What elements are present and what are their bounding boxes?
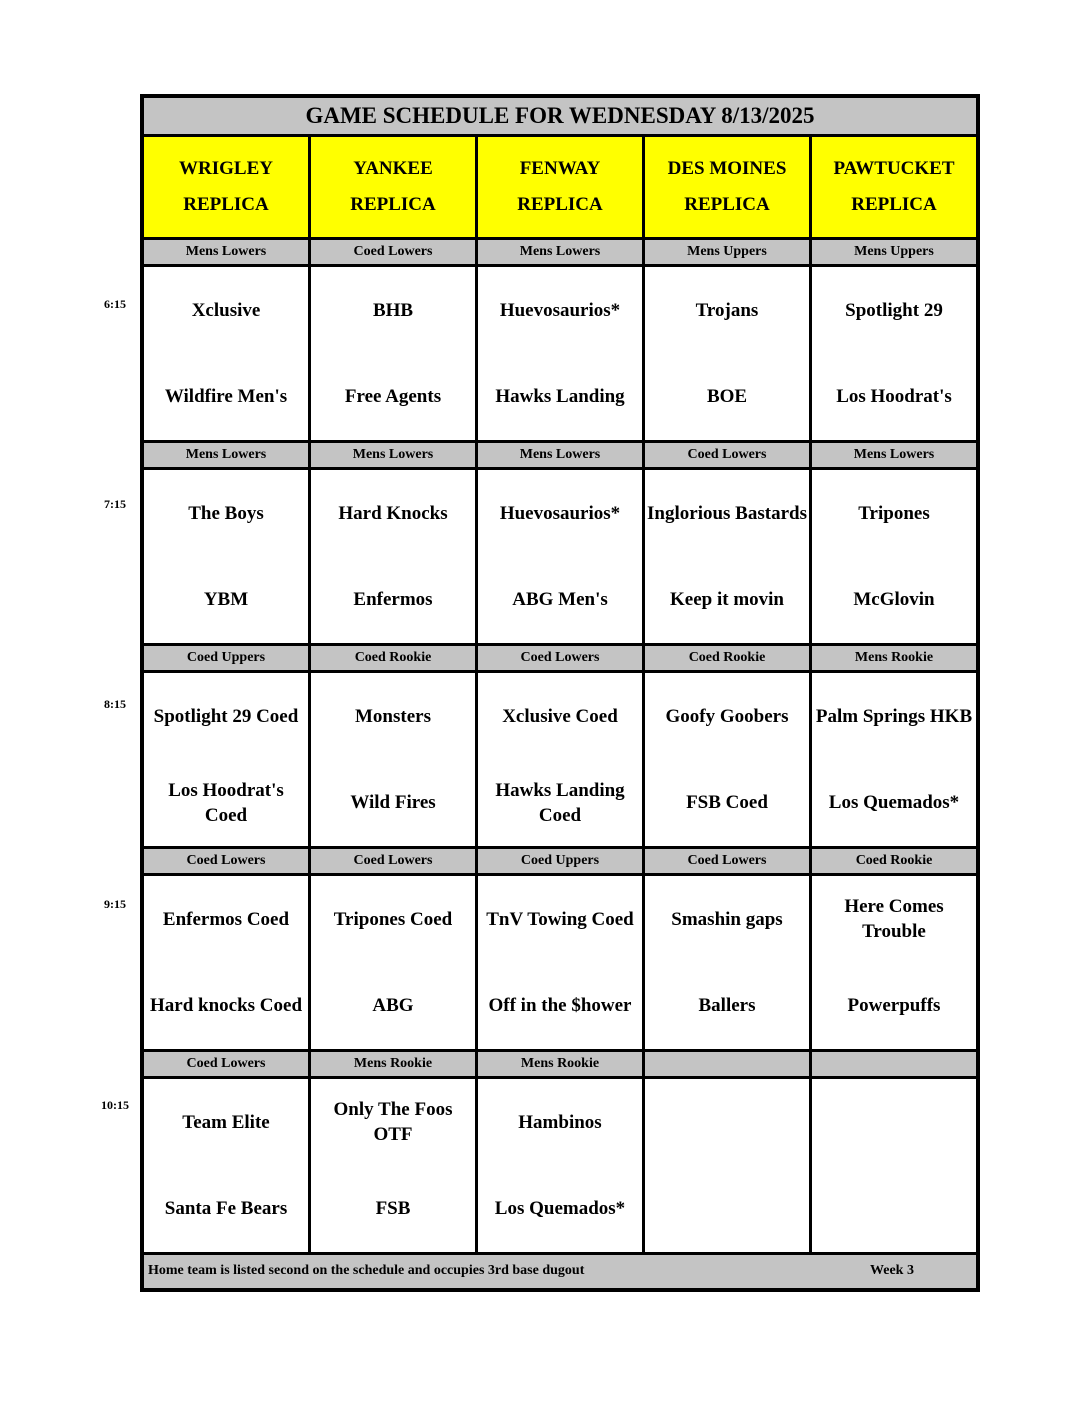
venue-fenway bbox=[478, 137, 645, 237]
home-team: BOE bbox=[706, 386, 748, 408]
division-label: Mens Uppers bbox=[812, 240, 976, 264]
venue-name: FENWAY bbox=[519, 158, 601, 179]
home-team: Powerpuffs bbox=[847, 995, 941, 1017]
away-team: Tripones bbox=[858, 502, 930, 524]
game-row-615 bbox=[144, 267, 976, 443]
away-team: Xclusive bbox=[191, 299, 261, 321]
game-cell bbox=[478, 1079, 645, 1252]
game-cell bbox=[311, 876, 478, 1049]
venue-yankee bbox=[311, 137, 478, 237]
home-team: Hard knocks Coed bbox=[149, 995, 303, 1017]
division-label: Coed Uppers bbox=[144, 646, 311, 670]
division-label: Mens Lowers bbox=[144, 240, 311, 264]
home-team bbox=[645, 1166, 809, 1253]
division-label: Mens Lowers bbox=[311, 443, 478, 467]
game-cell bbox=[144, 673, 311, 846]
division-label: Coed Lowers bbox=[311, 849, 478, 873]
away-team: The Boys bbox=[188, 502, 264, 524]
time-label-715: 7:15 bbox=[104, 497, 126, 511]
division-label: Mens Rookie bbox=[812, 646, 976, 670]
game-cell bbox=[144, 1079, 311, 1252]
game-cell bbox=[645, 876, 812, 1049]
venue-subtitle: REPLICA bbox=[684, 194, 770, 215]
away-team bbox=[812, 1079, 976, 1166]
away-team: Inglorious Bastards bbox=[647, 502, 807, 524]
venue-header-row bbox=[144, 137, 976, 240]
home-team: YBM bbox=[203, 589, 249, 611]
away-team: Hard Knocks bbox=[338, 502, 448, 524]
home-team: FSB Coed bbox=[686, 792, 768, 814]
home-team: Los Quemados* bbox=[494, 1198, 626, 1220]
venue-name: WRIGLEY bbox=[179, 158, 273, 179]
game-schedule-table bbox=[140, 94, 980, 1292]
division-label: Coed Lowers bbox=[478, 646, 645, 670]
division-label: Coed Lowers bbox=[144, 1052, 311, 1076]
division-label bbox=[645, 1052, 812, 1076]
week-label: Week 3 bbox=[870, 1263, 914, 1278]
division-label: Mens Uppers bbox=[645, 240, 812, 264]
game-cell bbox=[478, 673, 645, 846]
away-team: Palm Springs HKB bbox=[815, 705, 973, 727]
away-team: Trojans bbox=[695, 299, 759, 321]
division-label: Mens Lowers bbox=[812, 443, 976, 467]
venue-wrigley bbox=[144, 137, 311, 237]
time-label-615: 6:15 bbox=[104, 297, 126, 311]
division-label: Mens Rookie bbox=[478, 1052, 645, 1076]
away-team: Only The Foos OTF bbox=[333, 1099, 453, 1146]
venue-pawtucket bbox=[812, 137, 976, 237]
away-team: Xclusive Coed bbox=[502, 705, 618, 727]
home-team-note: Home team is listed second on the schedule and occupies 3rd base dugout bbox=[148, 1263, 585, 1278]
venue-des-moines bbox=[645, 137, 812, 237]
away-team: Spotlight 29 Coed bbox=[153, 705, 299, 727]
schedule-title: GAME SCHEDULE FOR WEDNESDAY 8/13/2025 bbox=[144, 98, 976, 137]
game-cell bbox=[812, 267, 976, 440]
home-team: Los Quemados* bbox=[828, 792, 960, 814]
home-team: Hawks Landing bbox=[495, 386, 625, 408]
away-team: Huevosaurios* bbox=[499, 299, 621, 321]
away-team: Monsters bbox=[355, 705, 431, 727]
game-row-715 bbox=[144, 470, 976, 646]
game-cell bbox=[812, 673, 976, 846]
game-cell bbox=[812, 876, 976, 1049]
division-label: Coed Uppers bbox=[478, 849, 645, 873]
away-team bbox=[645, 1079, 809, 1166]
game-cell bbox=[478, 876, 645, 1049]
home-team: ABG Men's bbox=[512, 589, 608, 611]
game-row-1015 bbox=[144, 1079, 976, 1255]
away-team: TnV Towing Coed bbox=[486, 908, 634, 930]
away-team: Tripones Coed bbox=[333, 908, 453, 930]
game-cell bbox=[645, 470, 812, 643]
away-team: Huevosaurios* bbox=[499, 502, 621, 524]
division-label: Coed Lowers bbox=[645, 443, 812, 467]
game-cell bbox=[144, 470, 311, 643]
home-team bbox=[812, 1166, 976, 1253]
home-team: McGlovin bbox=[853, 589, 935, 611]
game-cell bbox=[311, 267, 478, 440]
division-label: Mens Lowers bbox=[478, 443, 645, 467]
time-label-1015: 10:15 bbox=[101, 1098, 129, 1112]
home-team: Ballers bbox=[698, 995, 756, 1017]
game-cell bbox=[478, 267, 645, 440]
division-label: Coed Rookie bbox=[645, 646, 812, 670]
home-team: Santa Fe Bears bbox=[164, 1198, 288, 1220]
home-team: FSB bbox=[375, 1198, 411, 1220]
venue-name: DES MOINES bbox=[667, 158, 787, 179]
home-team: Off in the $hower bbox=[488, 995, 632, 1017]
away-team: Team Elite bbox=[182, 1111, 270, 1133]
game-row-815 bbox=[144, 673, 976, 849]
division-label: Mens Lowers bbox=[144, 443, 311, 467]
away-team: Here Comes Trouble bbox=[844, 896, 944, 943]
division-label: Coed Rookie bbox=[812, 849, 976, 873]
game-cell bbox=[311, 673, 478, 846]
division-label: Mens Lowers bbox=[478, 240, 645, 264]
game-cell bbox=[478, 470, 645, 643]
away-team: Enfermos Coed bbox=[162, 908, 290, 930]
game-cell bbox=[311, 470, 478, 643]
division-label: Coed Lowers bbox=[144, 849, 311, 873]
venue-subtitle: REPLICA bbox=[350, 194, 436, 215]
game-row-915 bbox=[144, 876, 976, 1052]
home-team: Los Hoodrat's Coed bbox=[168, 779, 284, 826]
away-team: Goofy Goobers bbox=[665, 705, 789, 727]
away-team: Spotlight 29 bbox=[845, 299, 943, 321]
venue-name: PAWTUCKET bbox=[833, 158, 955, 179]
division-row-1015 bbox=[144, 1052, 976, 1079]
away-team: Hambinos bbox=[518, 1111, 602, 1133]
game-cell bbox=[645, 673, 812, 846]
time-label-915: 9:15 bbox=[104, 897, 126, 911]
division-label: Mens Rookie bbox=[311, 1052, 478, 1076]
game-cell bbox=[144, 876, 311, 1049]
away-team: BHB bbox=[372, 299, 414, 321]
game-cell bbox=[311, 1079, 478, 1252]
away-team: Smashin gaps bbox=[671, 908, 783, 930]
division-label: Coed Lowers bbox=[645, 849, 812, 873]
home-team: Enfermos bbox=[353, 589, 433, 611]
game-cell bbox=[645, 267, 812, 440]
game-cell bbox=[645, 1079, 812, 1252]
home-team: Free Agents bbox=[344, 386, 442, 408]
home-team: Wild Fires bbox=[350, 792, 436, 814]
division-row-915 bbox=[144, 849, 976, 876]
home-team: Hawks Landing Coed bbox=[495, 779, 625, 826]
game-cell bbox=[144, 267, 311, 440]
home-team: Keep it movin bbox=[670, 589, 784, 611]
venue-subtitle: REPLICA bbox=[517, 194, 603, 215]
schedule-footer bbox=[144, 1255, 976, 1288]
venue-subtitle: REPLICA bbox=[183, 194, 269, 215]
division-row-815 bbox=[144, 646, 976, 673]
venue-name: YANKEE bbox=[353, 158, 433, 179]
game-cell bbox=[812, 1079, 976, 1252]
division-row-615 bbox=[144, 240, 976, 267]
home-team: Wildfire Men's bbox=[164, 386, 288, 408]
home-team: ABG bbox=[372, 995, 414, 1017]
venue-subtitle: REPLICA bbox=[851, 194, 937, 215]
division-label: Coed Rookie bbox=[311, 646, 478, 670]
division-label bbox=[812, 1052, 976, 1076]
division-row-715 bbox=[144, 443, 976, 470]
game-cell bbox=[812, 470, 976, 643]
home-team: Los Hoodrat's bbox=[836, 386, 952, 408]
division-label: Coed Lowers bbox=[311, 240, 478, 264]
time-label-815: 8:15 bbox=[104, 697, 126, 711]
